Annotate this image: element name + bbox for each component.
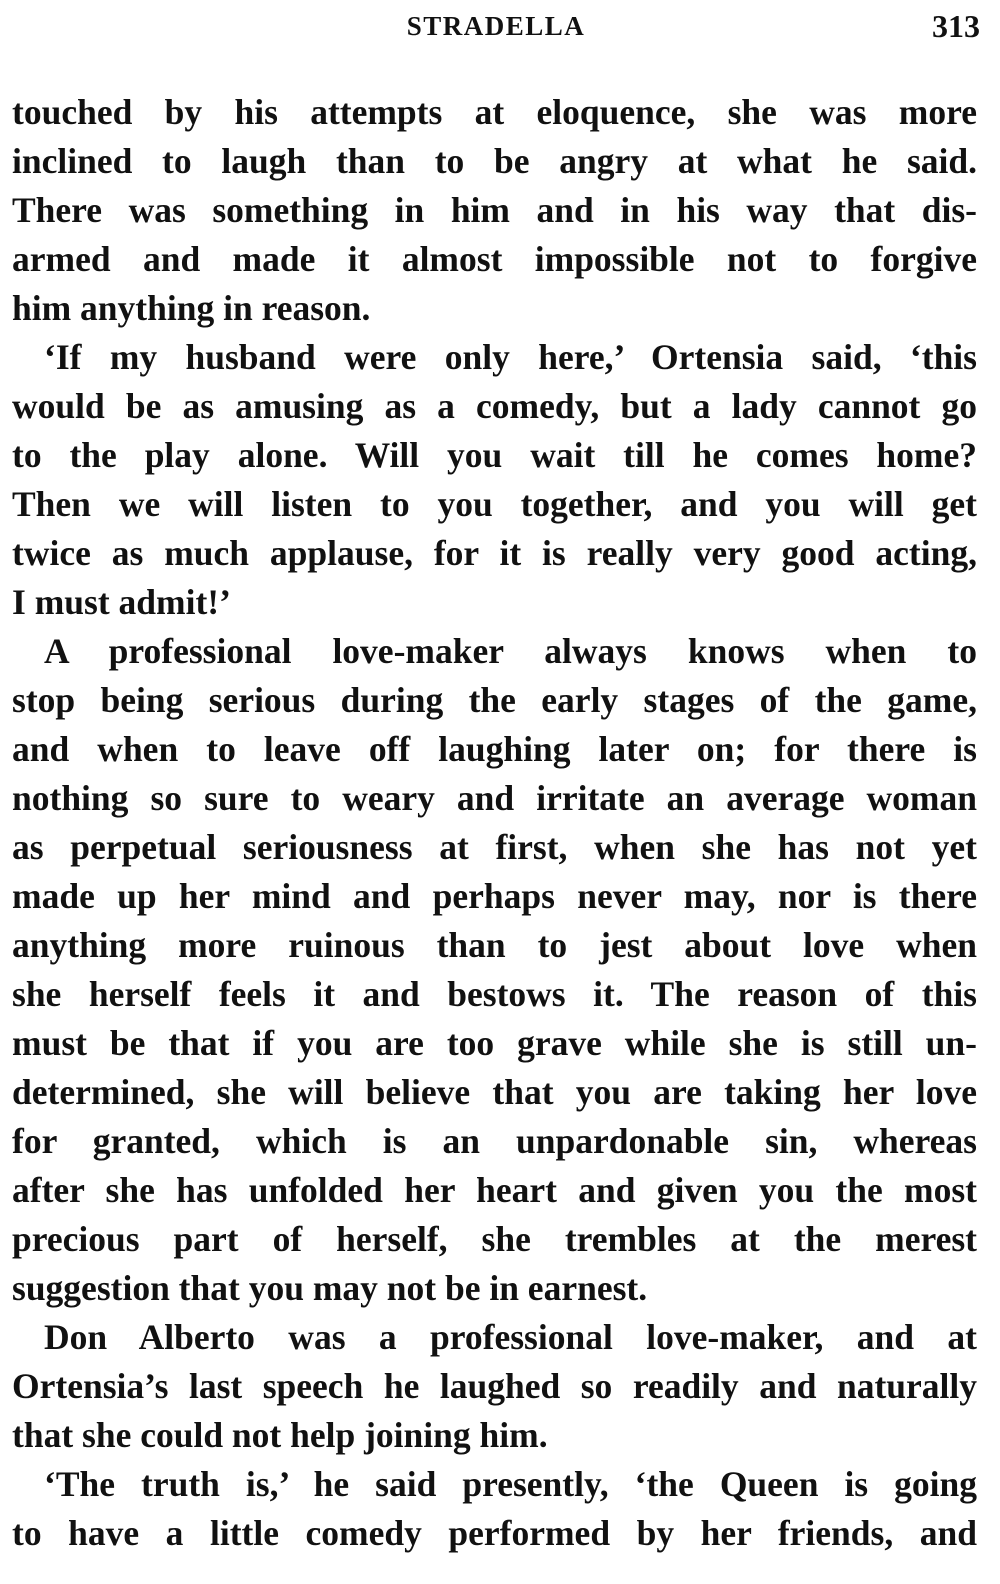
text-line: Don Alberto was a professional love-maker, and at	[44, 1317, 977, 1357]
text-line: I must admit!’	[12, 582, 231, 622]
text-line: stop being serious during the early stages of the game,	[12, 680, 977, 720]
text-line: Then we will listen to you together, and you will get	[12, 484, 977, 524]
text-line: A professional love-maker always knows when to	[44, 631, 977, 671]
text-line: she herself feels it and bestows it. The reason of this	[12, 974, 977, 1014]
page-number: 313	[932, 8, 980, 44]
text-line: him anything in reason.	[12, 288, 371, 328]
text-line: twice as much applause, for it is really very good acting,	[12, 533, 977, 573]
text-line: precious part of herself, she trembles at the merest	[12, 1219, 977, 1259]
text-line: and when to leave off laughing later on; for there is	[12, 729, 977, 769]
text-line: to the play alone. Will you wait till he comes home?	[12, 435, 977, 475]
text-line: to have a little comedy performed by her friends, and	[12, 1513, 977, 1553]
text-line: as perpetual seriousness at first, when she has not yet	[12, 827, 977, 867]
text-line: after she has unfolded her heart and given you the most	[12, 1170, 977, 1210]
text-line: made up her mind and perhaps never may, nor is there	[12, 876, 977, 916]
text-line: ‘The truth is,’ he said presently, ‘the Queen is going	[44, 1464, 977, 1504]
text-line: that she could not help joining him.	[12, 1415, 548, 1455]
text-line: must be that if you are too grave while she is still un-	[12, 1023, 977, 1063]
running-title: STRADELLA	[406, 11, 586, 41]
body-text	[12, 88, 977, 1558]
text-line: ‘If my husband were only here,’ Ortensia said, ‘this	[44, 337, 977, 377]
text-line: suggestion that you may not be in earnest.	[12, 1268, 648, 1308]
text-line: There was something in him and in his way that dis-	[12, 190, 977, 230]
running-head	[12, 6, 980, 46]
text-line: determined, she will believe that you are taking her love	[12, 1072, 977, 1112]
text-line: touched by his attempts at eloquence, she was more	[12, 92, 977, 132]
text-line: would be as amusing as a comedy, but a lady cannot go	[12, 386, 977, 426]
text-line: inclined to laugh than to be angry at what he said.	[12, 141, 977, 181]
text-line: for granted, which is an unpardonable sin, whereas	[12, 1121, 977, 1161]
text-line: Ortensia’s last speech he laughed so readily and naturally	[12, 1366, 977, 1406]
text-line: anything more ruinous than to jest about love when	[12, 925, 977, 965]
text-line: nothing so sure to weary and irritate an average woman	[12, 778, 977, 818]
text-line: armed and made it almost impossible not to forgive	[12, 239, 977, 279]
